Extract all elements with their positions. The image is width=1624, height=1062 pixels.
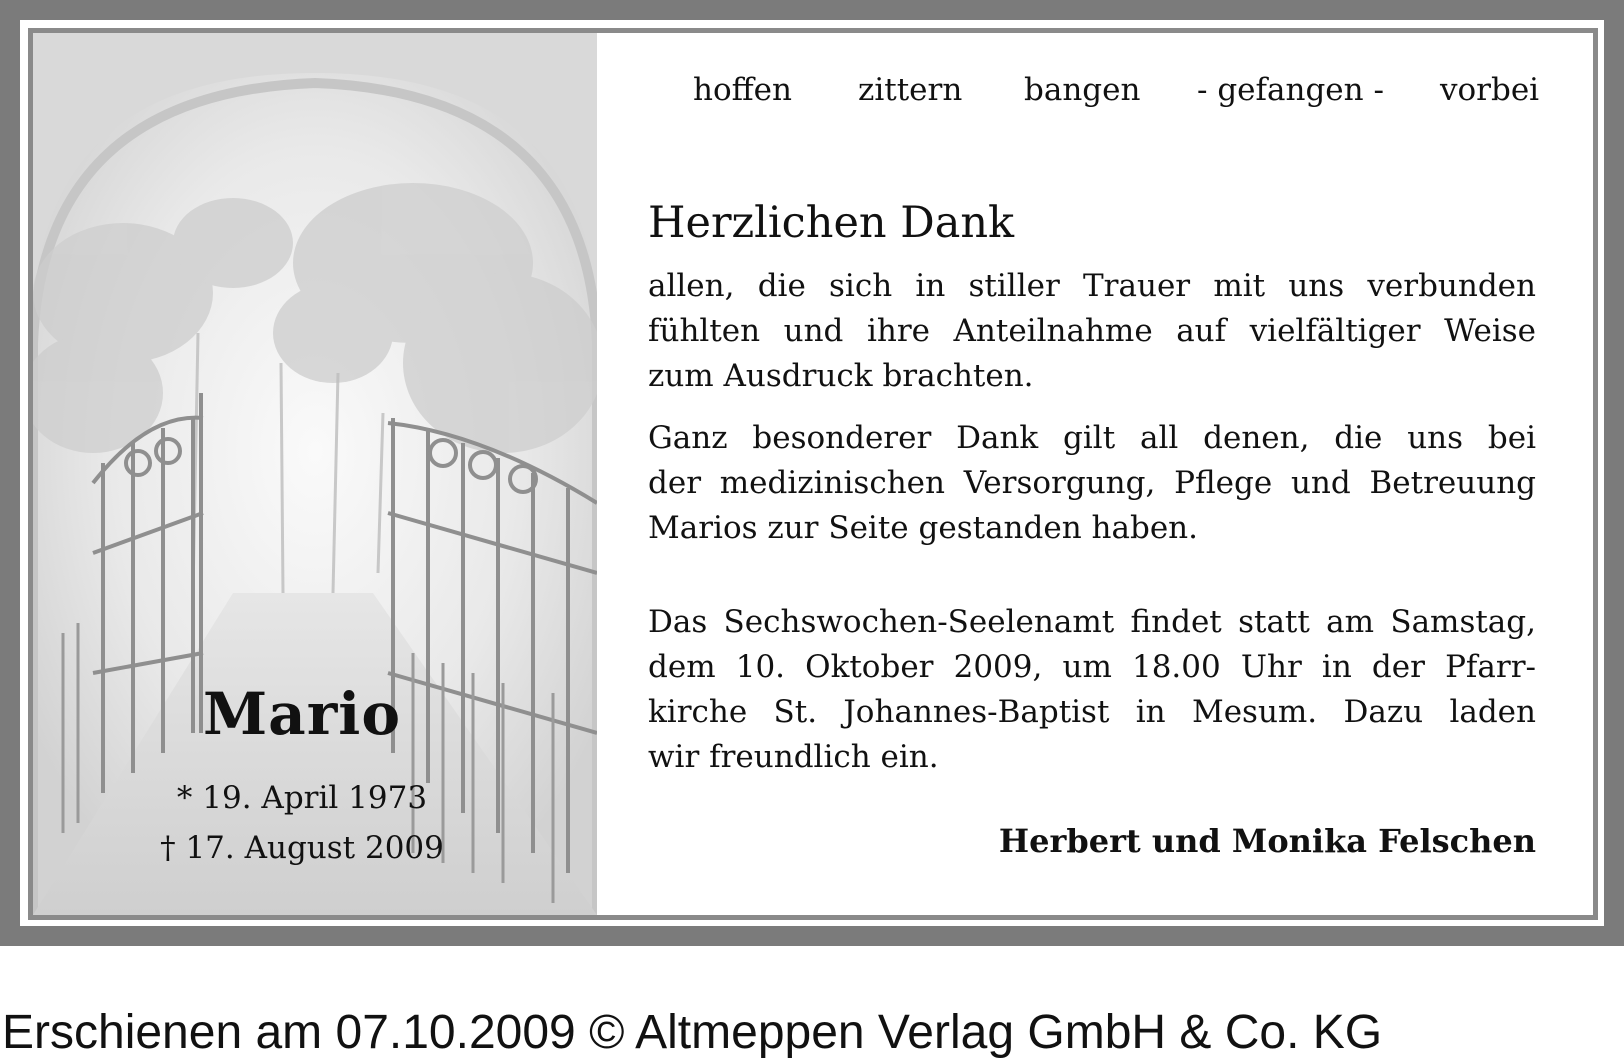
- paragraph-line: allen, die sich in stiller Trauer mit uns verbunden: [648, 268, 1536, 304]
- paragraph-line: Ganz besonderer Dank gilt all denen, die uns bei: [648, 420, 1536, 456]
- motto-word-3: bangen: [1024, 72, 1141, 108]
- birth-date: * 19. April 1973: [176, 780, 428, 816]
- death-date: † 17. August 2009: [160, 830, 444, 866]
- service-announcement: [648, 600, 1536, 780]
- paragraph-line: Marios zur Seite gestanden haben.: [648, 510, 1198, 546]
- motto-word-1: hoffen: [693, 72, 792, 108]
- publication-footer: Erschienen am 07.10.2009 © Altmeppen Verlag GmbH & Co. KG: [2, 1006, 1383, 1059]
- paragraph-line: dem 10. Oktober 2009, um 18.00 Uhr in der Pfarr-: [648, 649, 1536, 685]
- thanks-heading: Herzlichen Dank: [648, 198, 1015, 248]
- thanks-paragraph-2: [648, 416, 1536, 551]
- thanks-paragraph-1: [648, 264, 1536, 399]
- motto-word-2: zittern: [858, 72, 963, 108]
- paragraph-line: zum Ausdruck brachten.: [648, 358, 1034, 394]
- paragraph-line: kirche St. Johannes-Baptist in Mesum. Dazu laden: [648, 694, 1536, 730]
- paragraph-line: fühlten und ihre Anteilnahme auf vielfältiger Weise: [648, 313, 1536, 349]
- deceased-name: Mario: [202, 680, 402, 748]
- motto-word-5: vorbei: [1440, 72, 1540, 108]
- family-signature: Herbert und Monika Felschen: [998, 822, 1536, 860]
- paragraph-line: Das Sechswochen-Seelenamt findet statt am Samstag,: [648, 604, 1536, 640]
- paragraph-line: wir freundlich ein.: [648, 739, 939, 775]
- paragraph-line: der medizinischen Versorgung, Pflege und Betreuung: [648, 465, 1536, 501]
- motto-word-4: - gefangen -: [1197, 72, 1384, 108]
